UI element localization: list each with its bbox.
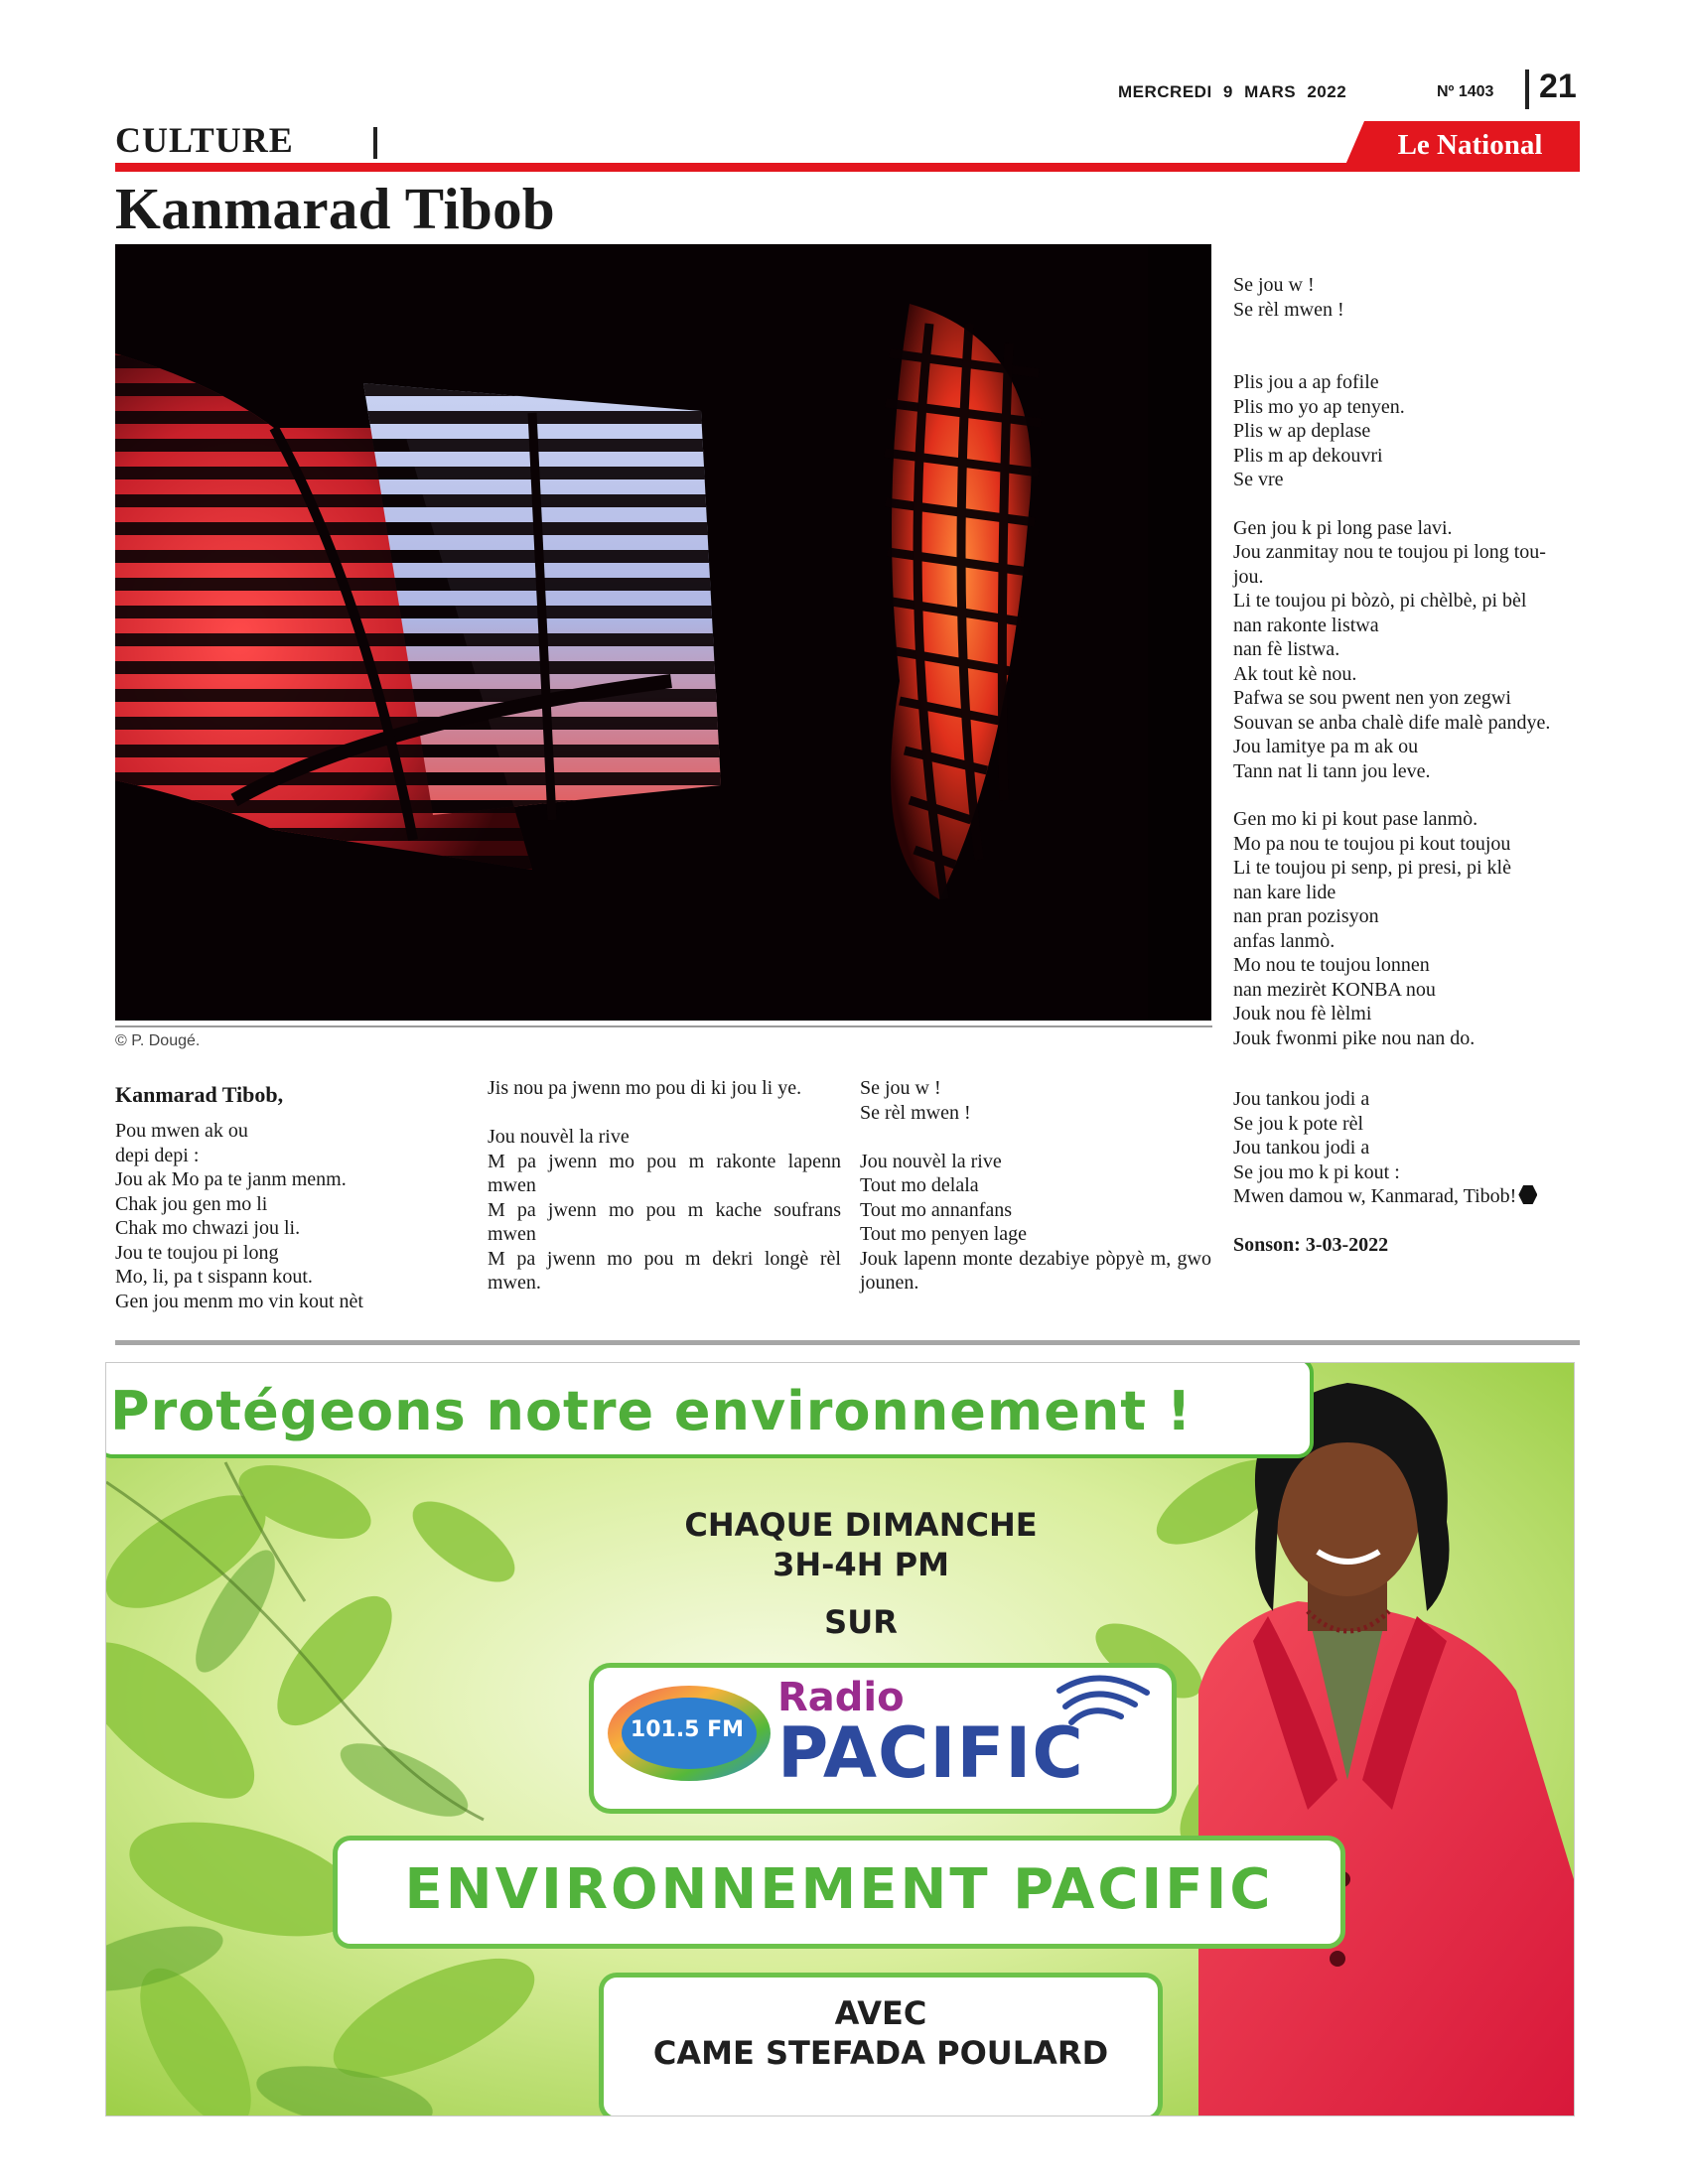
ad-headline: Protégeons notre environnement ! [110,1380,1193,1442]
poem-stanza: Plis jou a ap fofile Plis mo yo ap tenyen. Plis w ap deplase Plis m ap dekouvri Se vre [1233,371,1405,490]
section-divider [373,127,377,159]
poem-column-2: Jis nou pa jwenn mo pou di ki jou li ye. Jou nouvèl la rive M pa jwenn mo pou m rakonte lapenn mwen M pa jwenn mo pou m kache soufrans mwen M pa jwenn mo pou m dekri longè rèl mwen. [488,1077,841,1294]
poem-stanza: Se jou w ! Se rèl mwen ! [1233,274,1344,321]
ad-on-label: SUR [824,1603,898,1641]
article-signature: Sonson: 3-03-2022 [1233,1233,1389,1256]
photo-credit: © P. Dougé. [115,1032,201,1049]
poem-stanza: Gen mo ki pi kout pase lanmò. Mo pa nou te toujou pi kout toujou Li te toujou pi senp, pi presi, pi klè nan kare lide nan pran pozisyon anfas lanmò. Mo nou te toujou lonnen nan mezirèt KONBA nou Jouk nou fè lèlmi Jouk fwonmi pike nou nan do. [1233,808,1511,1049]
ad-time: 3H-4H PM [773,1546,949,1583]
issue-date: MERCREDI 9 MARS 2022 [1118,82,1347,101]
ad-day: CHAQUE DIMANCHE [684,1506,1038,1544]
poem-column-4 [1233,273,1583,1257]
end-mark-icon [1518,1185,1537,1204]
host-name: CAME STEFADA POULARD [652,2034,1109,2072]
page-number-divider [1525,69,1529,109]
radio-advertisement [105,1362,1575,2116]
poem-stanza [1233,1087,1583,1209]
article-photo [115,244,1211,1021]
photo-rule [115,1025,1212,1027]
radio-name: PACIFIC [777,1712,1084,1794]
page-number: 21 [1539,68,1577,105]
section-label: CULTURE [115,120,294,160]
poem-final-stanza: Jou tankou jodi a Se jou k pote rèl Jou tankou jodi a Se jou mo k pi kout : Mwen damou w, Kanmarad, Tibob! [1233,1088,1517,1207]
radio-frequency: 101.5 FM [630,1717,745,1742]
article-salutation: Kanmarad Tibob, [115,1082,284,1107]
poem-column-1: Pou mwen ak ou depi depi : Jou ak Mo pa te janm menm. Chak jou gen mo li Chak mo chwazi jou li. Jou te toujou pi long Mo, li, pa t sispann kout. Gen jou menm mo vin kout nèt [115,1120,363,1312]
radio-word: Radio [777,1675,905,1720]
issue-number: Nº 1403 [1437,83,1494,100]
host-with-label: AVEC [834,1994,927,2032]
article-bottom-rule [115,1340,1580,1345]
poem-stanza: Gen jou k pi long pase lavi. Jou zanmitay nou te toujou pi long tou- jou. Li te toujou pi bòzò, pi chèlbè, pi bèl nan rakonte listwa nan fè listwa. Ak tout kè nou. Pafwa se sou pwent nen yon zegwi Souvan se anba chalè dife malè pandye. Jou lamitye pa m ak ou Tann nat li tann jou leve. [1233,516,1551,782]
poem-column-3: Se jou w ! Se rèl mwen ! Jou nouvèl la rive Tout mo delala Tout mo annanfans Tout mo penyen lage Jouk lapenn monte dezabiye pòpyè m, gwo jounen. [860,1077,1211,1294]
article-title: Kanmarad Tibob [115,176,556,241]
show-name: ENVIRONNEMENT PACIFIC [404,1857,1274,1922]
host-portrait [1159,1363,1574,2116]
broadcast-waves-icon [1052,1673,1151,1732]
brand-name: Le National [1397,129,1543,161]
